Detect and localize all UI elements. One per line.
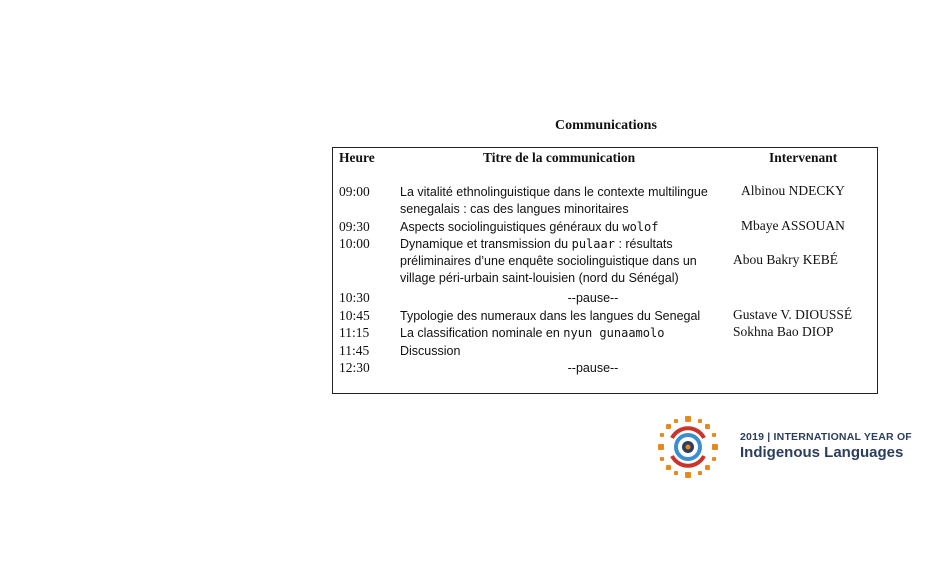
row-title: La vitalité ethnolinguistique dans le contexte multilingue senegalais : cas des langues minoritaires: [400, 185, 708, 216]
row-speaker: Sokhna Bao DIOP: [733, 324, 834, 339]
iyil-2019-logo: [658, 416, 912, 478]
section-heading: Communications: [555, 118, 657, 133]
row-title: Typologie des numeraux dans les langues du Senegal: [400, 309, 701, 323]
pause-label: --pause--: [567, 291, 619, 305]
row-speaker: Albinou NDECKY: [741, 183, 845, 198]
logo-subtitle: 2019 | INTERNATIONAL YEAR OF: [740, 431, 912, 443]
row-time: 11:15: [339, 325, 370, 340]
logo-title: Indigenous Languages: [740, 444, 904, 461]
row-title: La classification nominale en nyun gunaamolo: [400, 326, 665, 340]
row-title: Discussion: [400, 344, 461, 358]
pause-label: --pause--: [567, 361, 619, 375]
header-time: Heure: [339, 150, 375, 165]
row-title: Aspects sociolinguistiques généraux du wolof: [400, 220, 659, 234]
row-time: 09:30: [339, 219, 370, 234]
row-speaker: Mbaye ASSOUAN: [741, 218, 845, 233]
row-title: Dynamique et transmission du pulaar : résultats préliminaires d’une enquête sociolinguistique dans un village péri-urbain saint-louisien (nord du Sénégal): [400, 237, 697, 285]
row-time: 09:00: [339, 184, 370, 199]
row-time: 11:45: [339, 343, 370, 358]
row-speaker: Abou Bakry KEBÉ: [733, 252, 838, 267]
header-speaker: Intervenant: [769, 150, 838, 165]
row-time: 10:30: [339, 290, 370, 305]
program-table: [332, 147, 878, 394]
row-speaker: Gustave V. DIOUSSÉ: [733, 307, 853, 322]
row-time: 12:30: [339, 360, 370, 375]
row-time: 10:00: [339, 236, 370, 251]
row-time: 10:45: [339, 308, 370, 323]
logo-emblem-icon: [658, 416, 718, 478]
header-title: Titre de la communication: [483, 150, 636, 165]
